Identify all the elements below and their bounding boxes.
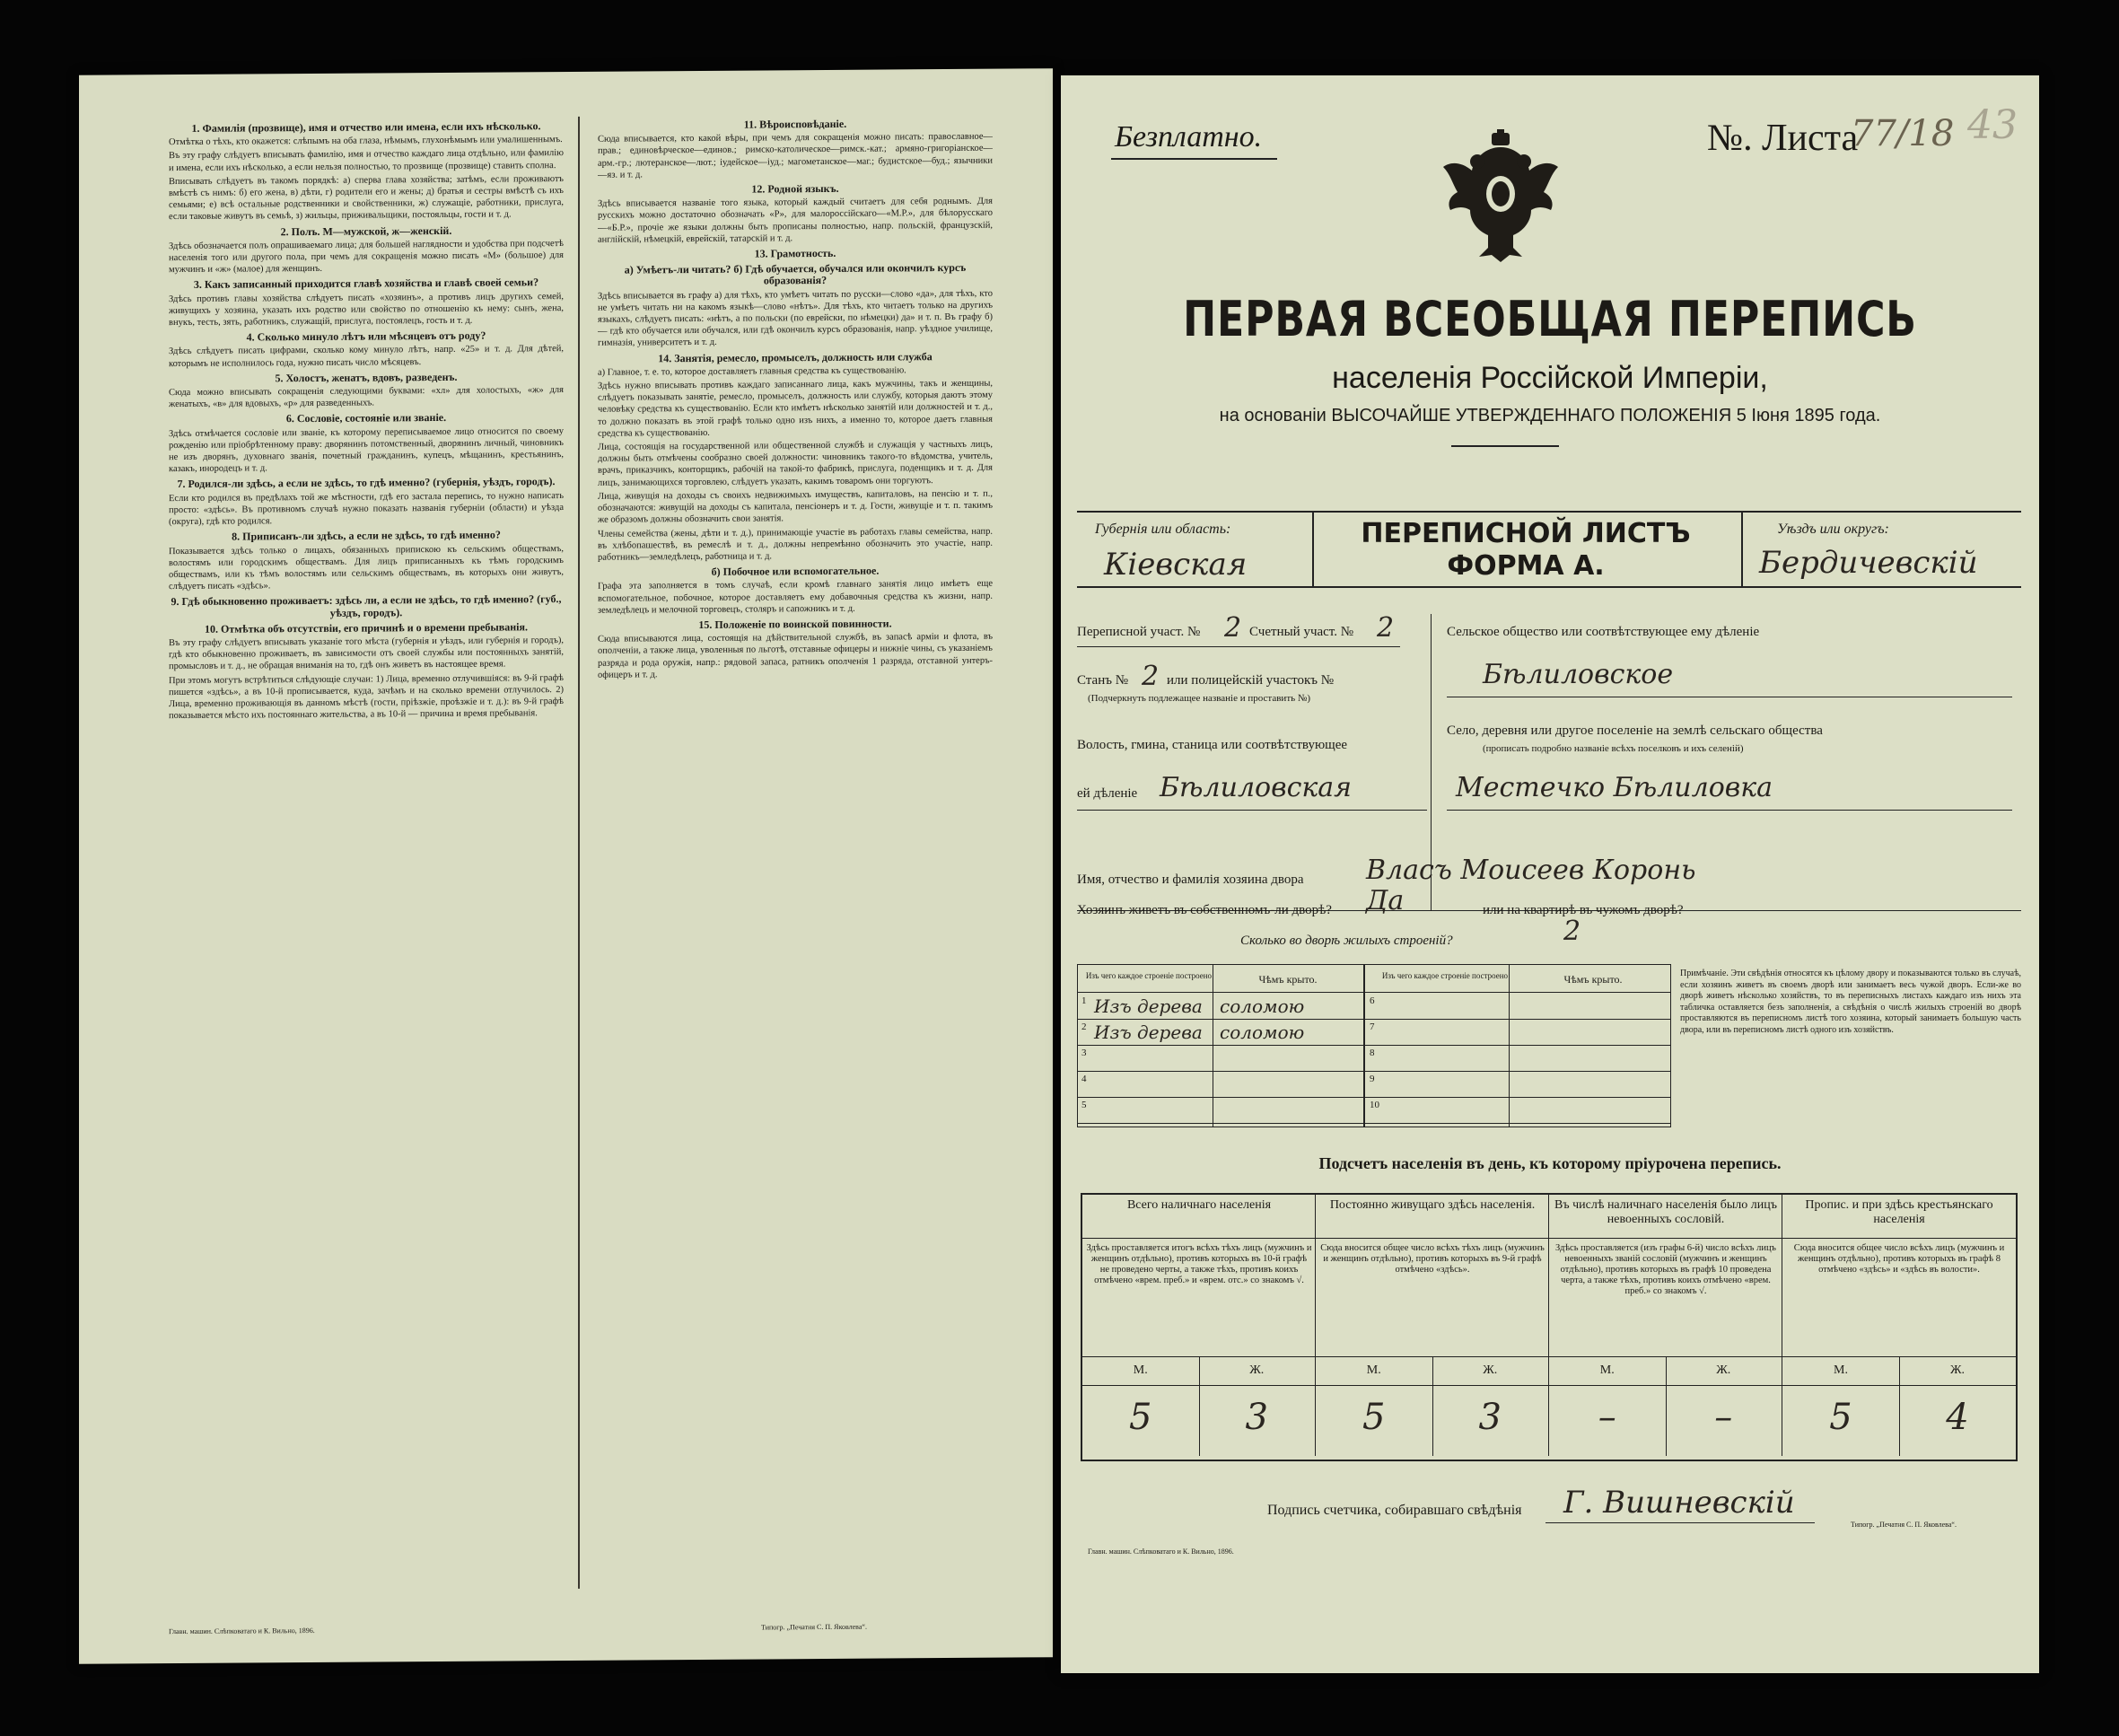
census-title: ПЕРВАЯ ВСЕОБЩАЯ ПЕРЕПИСЬ [1183,291,1917,347]
uezd-value: Бердичевскій [1759,545,1978,581]
female-count: 3 [1245,1397,1268,1438]
ornament-divider [1451,445,1559,447]
schetny-label: Счетный участ. № [1249,625,1354,639]
own-house-label: Хозяинъ живетъ въ собственномъ-ли дворѣ? [1077,903,1332,917]
sheet-number-value: 77/18 [1851,113,1955,154]
instruction-paragraph: Здѣсь обозначается полъ опрашиваемаго лица; для большей наглядности и удобства при подсчетѣ населенія того или другого пола, при чемъ для сокращенія можно писать «М» (большое) для мужчинъ и «ж» (малое) для женщинъ. [169,238,564,276]
male-label: М. [1599,1363,1615,1377]
dwelling-material: Изъ дерева [1094,1021,1203,1043]
instruction-paragraph: Показывается здѣсь только о лицахъ, обязанныхъ припискою къ сельскимъ обществамъ, волостямъ или городскимъ обществамъ. Для лицъ приписанныхъ къ тѣмъ городскимъ обществамъ, или къ тѣмъ волостямъ или сельскимъ обществамъ, въ которыхъ они живутъ, слѣдуетъ писать «здѣсь». [169,543,564,592]
dwelling-table [1077,964,1671,1127]
buildings-label: Сколько во дворѣ жилыхъ строеній? [1240,934,1453,948]
volost-label: Волость, гмина, станица или соотвѣтствующее [1077,738,1348,752]
instruction-heading: 2. Полъ. М—мужской, ж—женскій. [280,224,452,238]
instruction-paragraph: Отмѣтка о тѣхъ, кто окажется: слѣпымъ на оба глаза, нѣмымъ, глухонѣмымъ или умалишеннымъ. [169,135,563,148]
instruction-heading: 9. Гдѣ обыкновенно проживаетъ: здѣсь ли, а если не здѣсь, то гдѣ именно? (губ., уѣздъ, городъ). [171,592,562,619]
instructions-column-2 [598,114,993,1607]
dwelling-row-number: 2 [1081,1021,1087,1032]
instruction-paragraph: Сюда вписываются лица, состоящія на дѣйствительной службѣ, въ запасѣ армiи и флота, въ ополченіи, а также лица, уволенныя по льготѣ, отставные офицеры и нижніе чины, съ указаніемъ разряда и рода оружія, напр.: рядовой запаса, ратникъ ополченія 1 разряда, отставной унтеръ-офицеръ и т. д. [598,631,993,680]
population-column-head: Пропис. и при здѣсь крестьянскаго населенія [1782,1195,2016,1239]
instruction-paragraph: Здѣсь слѣдуетъ писать цифрами, сколько кому минуло лѣтъ, напр. «25» и т. д. Для дѣтей, которымъ не исполнилось года, нужно писать число мѣсяцевъ. [169,344,564,369]
dwelling-row-number: 8 [1370,1048,1375,1058]
header-divider [1312,513,1314,586]
instruction-heading: 15. Положеніе по воинской повинности. [698,617,892,631]
row-line [1078,1045,1670,1046]
dwelling-row-number: 9 [1370,1074,1375,1084]
instruction-heading: а) Умѣетъ-ли читать? б) Гдѣ обучается, обучался или окончилъ курсъ образованія? [624,261,967,287]
female-count: – [1714,1397,1733,1438]
instruction-heading: 12. Родной языкъ. [751,181,839,196]
instruction-heading: 5. Холостъ, женатъ, вдовъ, разведенъ. [275,370,458,385]
female-label: Ж. [1949,1363,1966,1377]
female-count: 4 [1946,1397,1969,1438]
row-line [1316,1385,1548,1386]
owner-value: Власъ Моисеев Коронь [1366,855,1696,886]
instruction-heading: 8. Приписанъ-ли здѣсь, а если не здѣсь, то гдѣ именно? [232,528,501,543]
census-decree-line: на основаніи ВЫСОЧАЙШЕ УТВЕРЖДЕННАГО ПОЛОЖЕНІЯ 5 Іюня 1895 года. [1219,406,1881,425]
instruction-heading: 10. Отмѣтка объ отсутствіи, его причинѣ и о времени пребыванія. [205,620,528,636]
selo-label: Село, деревня или другое поселеніе на землѣ сельскаго общества [1447,723,1823,738]
signature-value: Г. Вишневскій [1563,1485,1795,1521]
instructions-column-1 [169,117,564,1609]
census-form-page [1061,75,2039,1673]
obshchestvo-label: Сельское общество или соотвѣтствующее ему дѣленіе [1447,625,1760,639]
dwelling-row-number: 6 [1370,995,1375,1006]
volost-label-2: ей дѣленіе [1077,786,1138,801]
pencil-archive-mark: 43 [1967,102,2018,148]
population-column-desc: Здѣсь проставляется (изъ графы 6-й) число всѣхъ лицъ невоенныхъ званій сословій (мужчинъ и женщинъ отдѣльно), противъ которыхъ въ графѣ 10 проведена черта, а также тѣхъ, противъ коихъ отмѣчено «врем. преб.» со знакомъ √. [1555,1243,1776,1296]
instruction-paragraph: Графа эта заполняется в томъ случаѣ, если кромѣ главнаго занятія лицо имѣетъ еще вспомогательное, побочное, которое доставляетъ ему добавочныя средства къ жизни, напр. земледѣлецъ и мелочной торговецъ, столяръ и сапожникъ и т. д. [598,578,993,616]
instruction-paragraph: Здѣсь вписывается въ графу а) для тѣхъ, кто умѣетъ читать по русски—слово «да», для тѣхъ, кто не умѣетъ читать ни на какомъ языкѣ—слово «нѣтъ». Для тѣхъ, кто читаетъ только на другихъ языкахъ, слѣдуетъ писать: «нѣтъ, а по польски (по еврейски, по нѣмецки) да» и т. п. Въ графу б) — гдѣ кто обучается или обучался, или гдѣ окончилъ курсъ образованія, напр. уѣздное училище, гимназія, университетъ и т. д. [598,288,993,349]
population-count-title: Подсчетъ населенія въ день, къ которому пріурочена перепись. [1318,1154,1782,1172]
obshchestvo-value: Бѣлиловское [1483,659,1674,690]
instruction-heading: 14. Занятія, ремесло, промыселъ, должность или служба [658,349,933,364]
instruction-paragraph: Въ эту графу слѣдуетъ вписывать фамилію, имя и отчество каждаго лица отдѣльно, или фамилію и имена, если ихъ нѣсколько, а если нельзя полностью, то прозвище (прозвище) ставить сполна. [169,148,564,173]
header-divider [1741,513,1743,586]
row-line [1078,1097,1670,1098]
dwelling-row-number: 4 [1081,1074,1087,1084]
instruction-paragraph: Здѣсь нужно вписывать противъ каждаго записаннаго лица, какъ мужчины, такъ и женщины, слѣдуетъ показывать занятіе, ремесло, промыселъ, должность или службу, которыя даютъ этому человѣку средства къ существованію. Если кто имѣетъ нѣсколько занятій или должностей и т. д., то должно показать въ этой графѣ только одно изъ нихъ, а именно то, которое даетъ главныя средства къ существованію. [598,378,993,439]
dwelling-row-number: 7 [1370,1021,1375,1032]
row-line [1078,1019,1670,1020]
instruction-paragraph: При этомъ могутъ встрѣтиться слѣдующіе случаи: 1) Лица, временно отлучившіяся: въ 9-й графѣ пишется «здѣсь», а въ 10-й прописывается, куда, зачѣмъ и на сколько времени отлучилось. 2) Лица, временно проживающія въ данномъ мѣстѣ (гости, пріѣзжіе, проѣзжіе и т. д.): въ 9-й графѣ показывается мѣсто ихъ постояннаго жительства, а въ 10-й — причина и время пребыванія. [169,672,564,722]
instruction-heading: 1. Фамилія (прозвище), имя и отчество или имена, если ихъ нѣсколько. [191,119,541,135]
left-instructions-page [79,68,1053,1664]
right-footer-printer: Главн. машин. Слѣпковатаго и К. Вильно, 1896. [1088,1547,1234,1556]
dwelling-note: Примѣчаніе. Эти свѣдѣнія относятся къ цѣлому двору и показываются только въ случаѣ, если хозяинъ живетъ въ своемъ дворѣ или занимаетъ весь чужой дворъ. Если-же во дворѣ живетъ нѣсколько хозяйствъ, то въ переписныхъ листахъ каждаго изъ нихъ эта табличка оставляется безъ заполненія, а свѣдѣнія о числѣ жилыхъ строеній во дворѣ проставляются въ переписномъ листѣ того хозяина, который занимаетъ большую часть двора, или въ переписномъ листѣ одного изъ хозяйствъ. [1680,969,2021,1035]
instruction-heading: 13. Грамотность. [754,246,836,260]
table-divider [1509,965,1510,1127]
instruction-heading: 3. Какъ записанный приходится главѣ хозяйства и главѣ своей семьи? [193,276,539,292]
male-count: 5 [1362,1397,1386,1438]
row-line [1078,1071,1670,1072]
right-footer-typography: Типогр. „Печатня С. П. Яковлева“. [1851,1521,1957,1529]
own-house-tail: или на квартирѣ въ чужомъ дворѣ? [1483,903,1684,917]
population-column-desc: Здѣсь проставляется итогъ всѣхъ тѣхъ лицъ (мужчинъ и женщинъ отдѣльно), противъ которыхъ въ 10-й графѣ не проведено черты, а также тѣхъ, противъ коихъ отмѣчено «врем. преб.» и «врем. отс.» со знакомъ √. [1086,1243,1312,1285]
dwelling-material: Изъ дерева [1094,995,1203,1017]
stan-note: (Подчеркнуть подлежащее названіе и проставить №) [1088,693,1311,704]
left-footer-printer: Главн. машин. Слѣпковатаго и К. Вильно, 1896. [169,1626,315,1636]
row-line [1549,1385,1782,1386]
instruction-paragraph: Если кто родился въ предѣлахъ той же мѣстности, гдѣ его застала перепись, то нужно написать просто: «здѣсь». Въ противномъ случаѣ нужно показать названія губерніи (области) и уѣзда (округа), гдѣ кто родился. [169,490,564,528]
dwelling-header-material: Изъ чего каждое строеніе построено [1085,971,1213,980]
instruction-paragraph: Лица, живущія на доходы съ своихъ недвижимыхъ имуществъ, капиталовъ, на пенсію и т. п., обозначаются: живущій на доходы съ капитала, пенсіонеръ и т. д. Гости, живущіе и т. п. такимъ же образомъ должны обозначить свои занятія. [598,488,993,526]
dwelling-header-material: Изъ чего каждое строеніе построено [1381,971,1509,980]
dwelling-row-number: 10 [1370,1100,1379,1110]
population-column [1082,1195,1316,1456]
dwelling-table-header [1078,965,1670,993]
underline [1447,810,2012,811]
female-label: Ж. [1249,1363,1265,1377]
instruction-paragraph: Здѣсь вписывается названіе того языка, который каждый считаетъ для себя роднымъ. Для русскихъ можно достаточно обозначать «Р», для малороссійскаго—«М.Р.», для бѣлорусскаго—«Б.Р.», прочіе же языки должны быть прописаны полностью, напр. польскій, французскій, англійскій, нѣмецкій, еврейскій, татарскій и т. д. [598,196,993,245]
instruction-paragraph: Здѣсь отмѣчается сословіе или званіе, къ которому переписываемое лицо относится по своему рожденію или пріобрѣтенному праву: дворянинъ потомственный, дворянинъ личный, чиновникъ не изъ дворянъ, духовнаго званія, почетный гражданинъ, купецъ, мѣщанинъ, крестьянинъ, казакъ, инородецъ и т. д. [169,425,564,475]
female-label: Ж. [1716,1363,1731,1377]
male-count: 5 [1129,1397,1152,1438]
row-line [1782,1385,2016,1386]
sheet-number-label: №. Листа [1707,118,1859,159]
population-column-desc: Сюда вносится общее число всѣхъ лицъ (мужчинъ и женщинъ отдѣльно), противъ которыхъ въ графѣ 8 отмѣчено «здѣсь» и «здѣсь въ волости». [1793,1243,2005,1275]
dwelling-roof: соломою [1220,995,1305,1017]
instruction-paragraph: Сюда вписывается, кто какой вѣры, при чемъ для сокращенія можно писать: православное—прав.; единовѣрческое—единов.; римско-католическое—римск.-кат.; армяно-григоріанское—арм.-гр.; лютеранское—лют.; іудейское—іуд.; магометанское—маг.; будистское—буд.; язычники—яз. и т. д. [598,131,993,180]
free-label: Безплатно. [1115,120,1263,153]
population-column [1549,1195,1782,1456]
population-column-head: Всего наличнаго населенія [1082,1195,1316,1239]
census-subtitle: населенія Россійской Имперіи, [1332,361,1768,395]
own-house-value: Да [1366,885,1405,916]
instruction-paragraph: а) Главное, т. е. то, которое доставляетъ главныя средства къ существованію. [598,365,906,378]
instruction-paragraph: Здѣсь противъ главы хозяйства слѣдуетъ писать «хозяинъ», а противъ лицъ другихъ семей, живущихъ у хозяина, указать ихъ родство или свойство по отношенію къ нему: сынъ, жена, внукъ, тесть, зять, работникъ, служащій, прислуга, постоялецъ, гость и т. д. [169,291,564,329]
column-divider [578,117,580,1589]
form-header-box [1077,511,2021,588]
instruction-heading: 11. Вѣроисповѣданіе. [743,117,847,131]
uezd-label: Уѣздъ или округъ: [1777,522,1889,537]
left-footer-typography: Типогр. „Печатня С. П. Яковлева“. [761,1622,867,1632]
gubernia-value: Кіевская [1104,547,1248,583]
uchastok-label: Переписной участ. № [1077,625,1201,639]
stan-value: 2 [1142,661,1160,692]
male-label: М. [1133,1363,1148,1377]
population-count-table [1081,1193,2018,1461]
underline [1077,810,1427,811]
female-count: 3 [1478,1397,1502,1438]
population-column-head: Въ числѣ наличнаго населенія было лицъ невоенныхъ сословій. [1549,1195,1782,1239]
dwelling-roof: соломою [1220,1021,1305,1043]
volost-value: Бѣлиловская [1160,772,1353,803]
male-count: – [1598,1397,1616,1438]
schetny-value: 2 [1377,612,1395,644]
owner-label: Имя, отчество и фамилія хозяина двора [1077,872,1304,887]
male-count: 5 [1829,1397,1852,1438]
double-headed-eagle-icon [1438,129,1563,264]
instruction-heading: б) Побочное или вспомогательное. [711,564,880,578]
sheet-form-type: ФОРМА А. [1447,550,1605,582]
population-column [1316,1195,1549,1456]
row-line [1078,1123,1670,1124]
stan-tail: или полицейскій участокъ № [1167,673,1335,688]
stan-label: Станъ № [1077,673,1129,688]
dwelling-header-roof: Чѣмъ крыто. [1258,973,1318,986]
underline [1077,646,1400,647]
sheet-form-title: ПЕРЕПИСНОЙ ЛИСТЪ [1361,518,1691,549]
instruction-heading: 7. Родился-ли здѣсь, а если не здѣсь, то гдѣ именно? (губернія, уѣздъ, городъ). [177,475,556,491]
instruction-paragraph: Въ эту графу слѣдуетъ вписывать указаніе того мѣста (губернія и уѣздъ, или губернія и городъ), гдѣ кто обыкновенно проживаетъ, въ зависимости отъ своей службы или постоянныхъ занятій, промысловъ и т. д., не обращая вниманія на то, гдѣ онъ живетъ въ настоящее время. [169,635,564,672]
instruction-paragraph: Лица, состоящія на государственной или общественной службѣ и служащія у частныхъ лицъ, должны быть отмѣчены сообразно своей должности: чиновникъ такого-то вѣдомства, учитель, врачъ, приказчикъ, конторщикъ, рабочій на такой-то фабрикѣ, прислуга, поденщикъ и т. д. Для лицъ, занимающихся торговлею, слѣдуетъ указать, какимъ товаромъ они торгуютъ. [598,439,993,488]
male-label: М. [1366,1363,1381,1377]
dwelling-row-number: 1 [1081,995,1087,1006]
population-column-head: Постоянно живущаго здѣсь населенія. [1316,1195,1549,1239]
signature-underline [1545,1522,1815,1523]
instruction-heading: 6. Сословіе, состояніе или званіе. [285,411,447,425]
gubernia-label: Губернія или область: [1095,522,1231,537]
signature-label: Подпись счетчика, собиравшаго свѣдѣнія [1267,1503,1522,1518]
selo-note: (прописать подробно названіе всѣхъ поселковъ и ихъ селеній) [1483,743,1744,754]
buildings-value: 2 [1563,916,1581,947]
free-underline [1111,158,1277,160]
instruction-heading: 4. Сколько минуло лѣтъ или мѣсяцевъ отъ роду? [246,329,486,344]
table-divider [1363,965,1365,1127]
dwelling-header-roof: Чѣмъ крыто. [1563,973,1623,986]
instruction-paragraph: Члены семейства (жены, дѣти и т. д.), принимающіе участіе въ работахъ главы семейства, напр. въ хлѣбопашествѣ, въ ремеслѣ и т. д., должны непремѣнно обозначить это участіе, напр. работникъ—земледѣлецъ, работница и т. д. [598,526,993,563]
uchastok-value: 2 [1224,612,1242,644]
row-line [1082,1385,1315,1386]
population-column [1782,1195,2016,1456]
dwelling-row-number: 3 [1081,1048,1087,1058]
instruction-paragraph: Вписывать слѣдуетъ въ такомъ порядкѣ: а) сперва глава хозяйства; затѣмъ, если проживаютъ вмѣстѣ съ нимъ: б) его жена, в) дѣти, г) родители его и жены; д) братья и сестры вмѣстѣ съ ихъ семьями; е) всѣ остальные родственники и свойственники, ж) служащіе, работники, прислуга, если таковые живутъ въ семьѣ, з) жильцы, приживальщики, постояльцы, гости и т. д. [169,173,564,223]
selo-value: Местечко Бѣлиловка [1456,772,1773,803]
dwelling-row-number: 5 [1081,1100,1087,1110]
population-column-desc: Сюда вносится общее число всѣхъ тѣхъ лицъ (мужчинъ и женщинъ отдѣльно), противъ которыхъ въ 9-й графѣ отмѣчено «здѣсь». [1320,1243,1545,1275]
instruction-paragraph: Сюда можно вписывать сокращенія следующими буквами: «хл» для холостыхъ, «ж» для женатыхъ, «в» для вдовыхъ, «р» для разведенныхъ. [169,385,564,410]
male-label: М. [1834,1363,1848,1377]
female-label: Ж. [1483,1363,1498,1377]
